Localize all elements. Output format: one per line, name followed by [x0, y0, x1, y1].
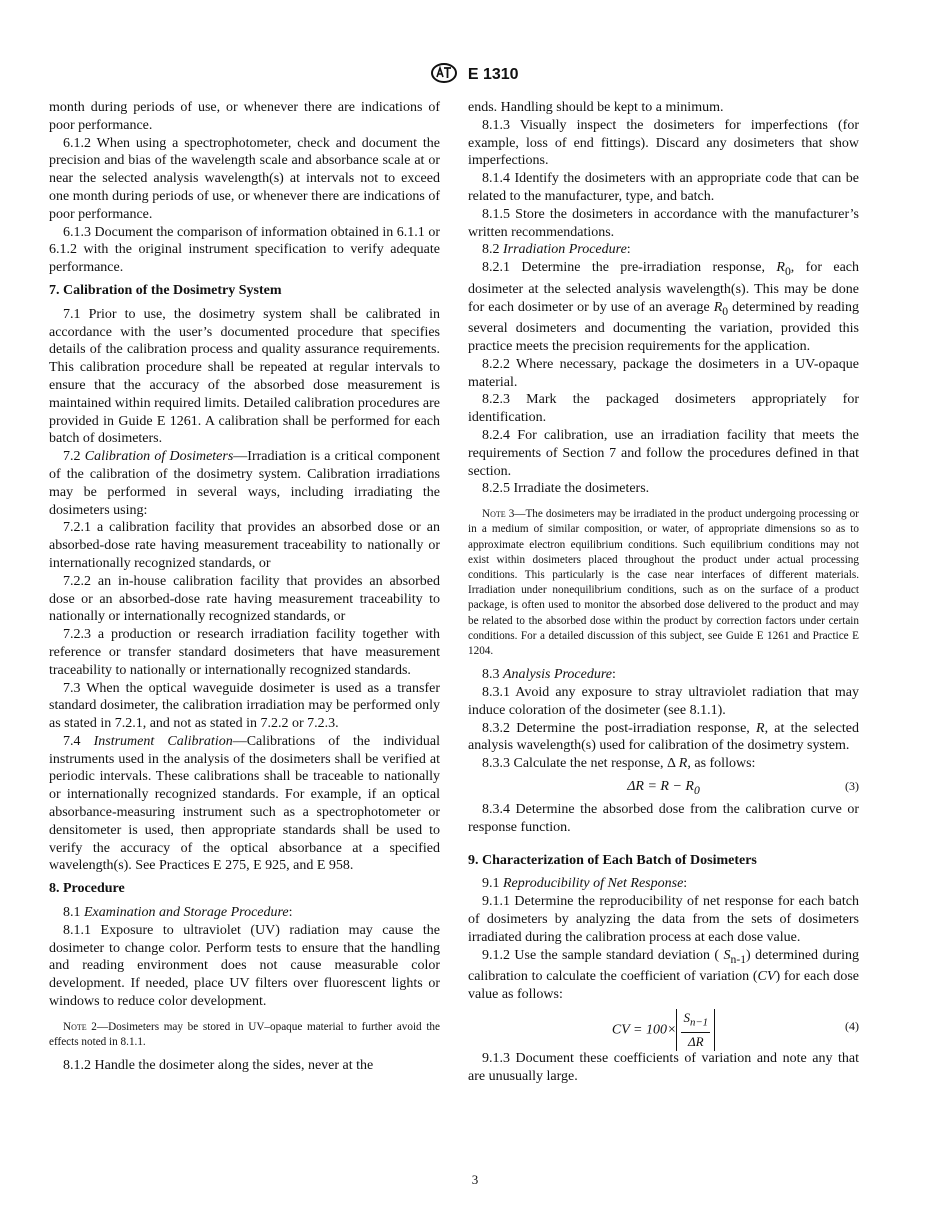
paragraph-8-3-4: 8.3.4 Determine the absorbed dose from the calibration curve or response function.	[468, 801, 859, 835]
section-heading-8: 8. Procedure	[49, 881, 125, 897]
paragraph-7-2-3: 7.2.3 a production or research irradiation facility together with reference or transfer standard dosimeters that have measurement traceability to nationally or internationally recognized standards.	[49, 627, 440, 678]
paragraph-8-1-4: 8.1.4 Identify the dosimeters with an appropriate code that can be related to the manufacturer, type, and batch.	[468, 171, 859, 204]
note-2: Note 2—Dosimeters may be stored in UV–opaque material to further avoid the effects noted in 8.1.1.	[49, 1020, 440, 1049]
paragraph-8-1-1: 8.1.1 Exposure to ultraviolet (UV) radiation may cause the dosimeter to change color. Perform tests to ensure that the handling and reading environment does not cause measurable color development. If needed, place UV filters over fluorescent lights or windows to reduce color development.	[49, 922, 440, 1010]
astm-logo-icon	[431, 63, 457, 83]
paragraph-8-3-2: 8.3.2 Determine the post-irradiation response, R, at the selected analysis wavelength(s) used for calibration of the dosimetry system.	[468, 720, 860, 754]
right-column	[468, 99, 859, 1085]
equation-3: $\Delta R = R - R_0$ (3)	[627, 778, 859, 797]
paragraph-8-1-5: 8.1.5 Store the dosimeters in accordance with the manufacturer’s written recommendations.	[468, 206, 859, 240]
paragraph-7-3: 7.3 When the optical waveguide dosimeter is used as a transfer standard dosimeter, the calibration irradiation may be performed only as stated in 7.2.1, and not as stated in 7.2.2 or 7.2.3.	[49, 680, 440, 732]
paragraph-8-3-3: 8.3.3 Calculate the net response, Δ R, as follows:	[482, 756, 756, 772]
paragraph-7-4: 7.4 Instrument Calibration—Calibrations of the individual instruments used in the analysis of the dosimeters shall be verified at periodic intervals. These calibrations shall be traceable to nationally or internationally recognized standards. For example, if an optical absorbance-measuring instrument such as a spectrophotometer or densitometer is used, then appropriate standards shall be used to verify the accuracy of the optical absorbance at a specified wavelength(s). See Practices E 275, E 925, and E 958.	[49, 733, 440, 874]
left-column	[49, 99, 440, 1075]
paragraph-6-1-3: 6.1.3 Document the comparison of information obtained in 6.1.1 or 6.1.2 with the original instrument specification to verify adequate performance.	[49, 224, 440, 276]
designation: E 1310	[467, 66, 519, 83]
paragraph-8-2-3: 8.2.3 Mark the packaged dosimeters appropriately for identification.	[468, 392, 859, 426]
paragraph-9-1-3: 9.1.3 Document these coefficients of variation and note any that are unusually large.	[468, 1050, 859, 1084]
paragraph-7-1: 7.1 Prior to use, the dosimetry system shall be calibrated in accordance with the user’s documented procedure that specifies details of the calibration process and quality assurance requirements. This calibration procedure shall be repeated at regular intervals to ensure that the accuracy of the absorbed dose measurement is maintained within required limits. Detailed calibration procedures are provided in Guide E 1261. A calibration shall be performed for each batch of dosimeters.	[49, 306, 440, 447]
paragraph-8-2-4: 8.2.4 For calibration, use an irradiation facility that meets the requirements of Section 7 and follow the procedures defined in that section.	[468, 427, 859, 479]
paragraph-7-2-2: 7.2.2 an in-house calibration facility that provides an absorbed dose or an absorbed-dose rate having measurement traceability to nationally or internationally recognized standards, or	[49, 573, 440, 625]
paragraph-8-2-2: 8.2.2 Where necessary, package the dosimeters in a UV-opaque material.	[468, 356, 859, 390]
paragraph-8-2-1: 8.2.1 Determine the pre-irradiation response, $R_0$, for each dosimeter at the selected analysis wavelength(s). This may be done for each dosimeter or by use of an average $R_0$ determined by reading several dosimeters and documenting the variation, provided this practice meets the precision requirements for the application.	[468, 260, 860, 354]
equation-3-number: (3)	[845, 778, 859, 793]
paragraph: month during periods of use, or whenever there are indications of poor performance.	[49, 100, 440, 133]
equation-4	[468, 1004, 859, 1050]
page-number: 3	[471, 1172, 479, 1187]
paragraph: ends. Handling should be kept to a minimum.	[468, 100, 724, 115]
equation-3-expression: ΔR = R − R	[627, 778, 694, 794]
paragraph-6-1-2: 6.1.2 When using a spectrophotometer, check and document the precision and bias of the wavelength scale and absorbance scale at or near the selected analysis wavelength(s) at intervals not to exceed one month during periods of use, or whenever there are indications of poor performance.	[49, 135, 440, 222]
page-header	[0, 63, 950, 84]
paragraph-8-1-2: 8.1.2 Handle the dosimeter along the sides, never at the	[63, 1058, 374, 1074]
equation-4-lhs: CV = 100×	[611, 1022, 677, 1038]
equation-4-fraction: $\frac{S_{n-1}}{\Delta R}$	[676, 1009, 715, 1051]
paragraph-7-2: 7.2 Calibration of Dosimeters—Irradiation is a critical component of the calibration of the dosimetry system. Calibration irradiations may be performed in several ways, including irradiating the dosimeters using:	[49, 449, 440, 518]
paragraph-7-2-1: 7.2.1 a calibration facility that provides an absorbed dose or an absorbed-dose rate having measurement traceability to nationally or internationally recognized standards, or	[49, 520, 440, 571]
paragraph-9-1-1: 9.1.1 Determine the reproducibility of net response for each batch of dosimeters by analyzing the data from the sets of dosimeters irradiated during the calibration process at each dose value.	[468, 894, 859, 945]
note-3: Note 3—The dosimeters may be irradiated in the product undergoing processing or in a medium of similar composition, or water, of appropriate dimensions so as to approximate electron equilibrium conditions. Such equilibrium conditions may not exist within dosimeters placed throughout the product under actual processing conditions. This particularly is the case near interfaces of different materials. Irradiation under nonequilibrium conditions, such as on the surface of a product package, is often used to monitor the absorbed dose delivered to the product and may be related to the absorbed dose within the product by correction factors under certain conditions. For a detailed discussion of this subject, see Guide E 1261 and Practice E 1204.	[468, 508, 859, 657]
equation-4-number: (4)	[845, 1018, 859, 1033]
paragraph-9-1-2: 9.1.2 Use the sample standard deviation ( $S_{n-1}$) determined during calibration to calculate the coefficient of variation (CV) for each dose value as follows:	[468, 947, 860, 1002]
paragraph-8-2: 8.2 Irradiation Procedure:	[482, 242, 631, 258]
paragraph-8-3-1: 8.3.1 Avoid any exposure to stray ultraviolet radiation that may induce coloration of the dosimeter (see 8.1.1).	[468, 684, 859, 718]
section-heading-7: 7. Calibration of the Dosimetry System	[49, 282, 282, 298]
paragraph-8-3: 8.3 Analysis Procedure:	[482, 667, 616, 683]
paragraph-8-2-5: 8.2.5 Irradiate the dosimeters.	[482, 481, 650, 497]
paragraph-8-1-3: 8.1.3 Visually inspect the dosimeters for imperfections (for example, loss of end fittings). Discard any dosimeters that show imperfections.	[468, 117, 859, 169]
section-heading-9: 9. Characterization of Each Batch of Dosimeters	[468, 852, 757, 868]
paragraph-8-1: 8.1 Examination and Storage Procedure:	[63, 905, 293, 921]
paragraph-9-1: 9.1 Reproducibility of Net Response:	[482, 876, 688, 892]
